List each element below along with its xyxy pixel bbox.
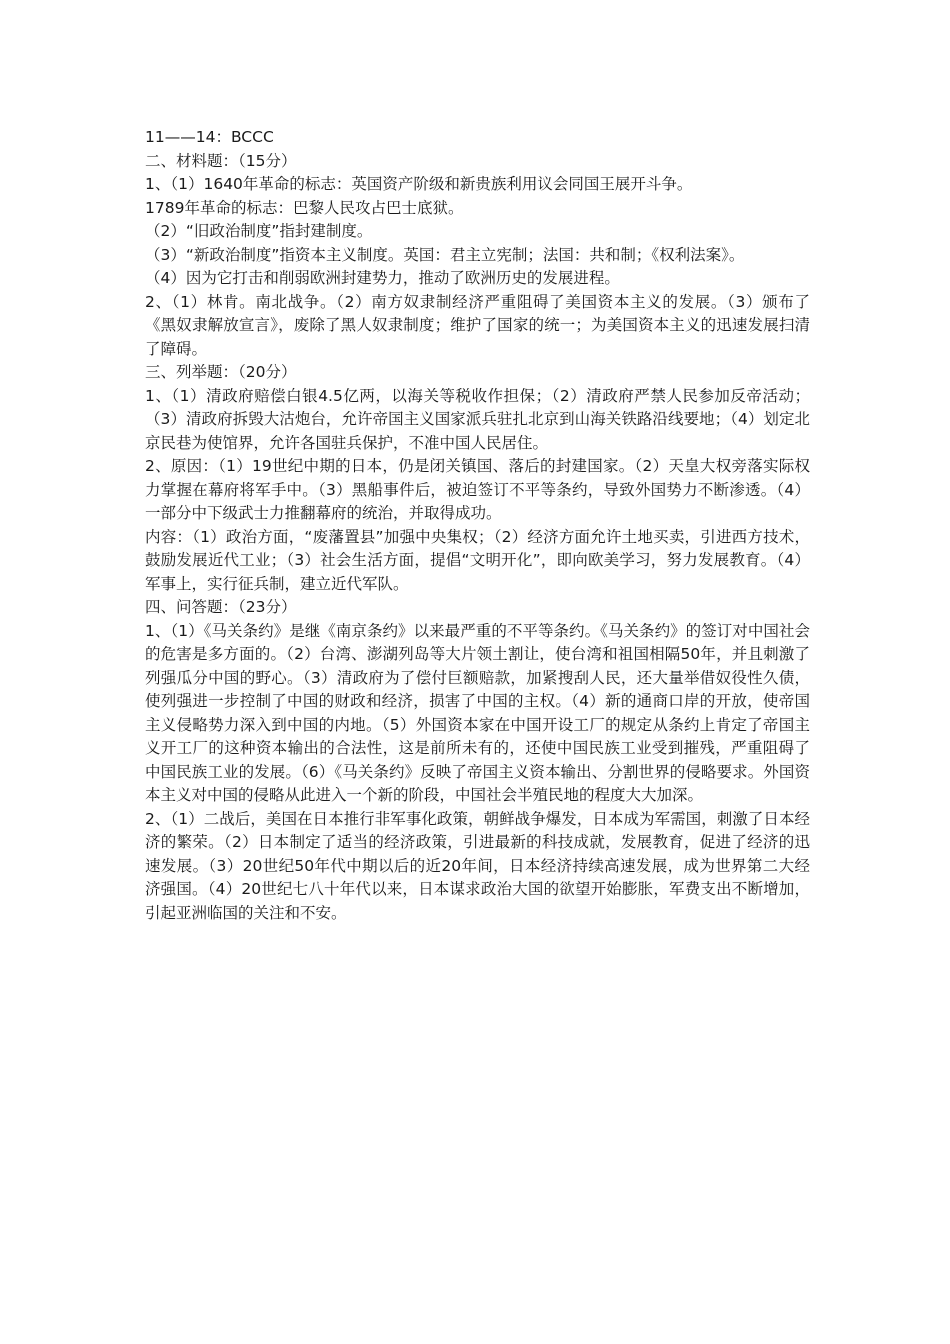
answer-line: （2）“旧政治制度”指封建制度。 (145, 222, 373, 240)
section-heading-material: 二、材料题：（15分） (145, 151, 297, 170)
answer-paragraph: 1、（1）清政府赔偿白银4.5亿两，以海关等税收作担保；（2）清政府严禁人民参加反帝活动；（3）清政府拆毁大沽炮台，允许帝国主义国家派兵驻扎北京到山海关铁路沿线要地；（4）划定北京民巷为使馆界，允许各国驻兵保护，不准中国人民居住。 (145, 386, 810, 452)
answer-line: （3）“新政治制度”指资本主义制度。英国：君主立宪制；法国：共和制；《权利法案》。 (145, 245, 745, 264)
answer-line: （4）因为它打击和削弱欧洲封建势力，推动了欧洲历史的发展进程。 (145, 269, 620, 287)
answer-paragraph: 2、原因：（1）19世纪中期的日本，仍是闭关镇国、落后的封建国家。（2）天皇大权旁落实际权力掌握在幕府将军手中。（3）黑船事件后，被迫签订不平等条约，导致外国势力不断渗透。（4）一部分中下级武士力推翻幕府的统治，并取得成功。 (145, 457, 810, 522)
answer-line-choice: 11——14：BCCC (145, 128, 274, 146)
answer-line: 1、（1）1640年革命的标志：英国资产阶级和新贵族利用议会同国王展开斗争。 (145, 175, 693, 193)
answer-paragraph: 2、（1）二战后，美国在日本推行非军事化政策，朝鲜战争爆发，日本成为军需国，刺激了日本经济的繁荣。（2）日本制定了适当的经济政策，引进最新的科技成就，发展教育，促进了经济的迅速发展。（3）20世纪50年代中期以后的近20年间，日本经济持续高速发展，成为世界第二大经济强国。（4）20世纪七八十年代以来，日本谋求政治大国的欲望开始膨胀，军费支出不断增加，引起亚洲临国的关注和不安。 (145, 809, 810, 922)
answer-paragraph: 1、（1）《马关条约》是继《南京条约》以来最严重的不平等条约。《马关条约》的签订对中国社会的危害是多方面的。（2）台湾、澎湖列岛等大片领土割让，使台湾和祖国相隔50年，并且刺激了列强瓜分中国的野心。（3）清政府为了偿付巨额赔款，加紧搜刮人民，还大量举借奴役性久债，使列强进一步控制了中国的财政和经济，损害了中国的主权。（4）新的通商口岸的开放，使帝国主义侵略势力深入到中国的内地。（5）外国资本家在中国开设工厂的规定从条约上肯定了帝国主义开工厂的这种资本输出的合法性，这是前所未有的，还使中国民族工业受到摧残，严重阻碍了中国民族工业的发展。（6）《马关条约》反映了帝国主义资本输出、分割世界的侵略要求。外国资本主义对中国的侵略从此进入一个新的阶段，中国社会半殖民地的程度大大加深。 (145, 621, 810, 804)
section-heading-list: 三、列举题：（20分） (145, 363, 297, 381)
section-heading-qa: 四、问答题：（23分） (145, 598, 297, 616)
answer-paragraph: 2、（1）林肯。南北战争。（2）南方奴隶制经济严重阻碍了美国资本主义的发展。（3）颁布了《黑奴隶解放宣言》，废除了黑人奴隶制度；维护了国家的统一；为美国资本主义的迅速发展扫清了障碍。 (145, 292, 810, 358)
answer-paragraph: 内容：（1）政治方面，“废藩置县”加强中央集权；（2）经济方面允许土地买卖，引进西方技术，鼓励发展近代工业；（3）社会生活方面，提倡“文明开化”，即向欧美学习，努力发展教育。（4）军事上，实行征兵制，建立近代军队。 (145, 527, 810, 593)
document-page (145, 126, 810, 925)
answer-line: 1789年革命的标志：巴黎人民攻占巴士底狱。 (145, 198, 464, 217)
